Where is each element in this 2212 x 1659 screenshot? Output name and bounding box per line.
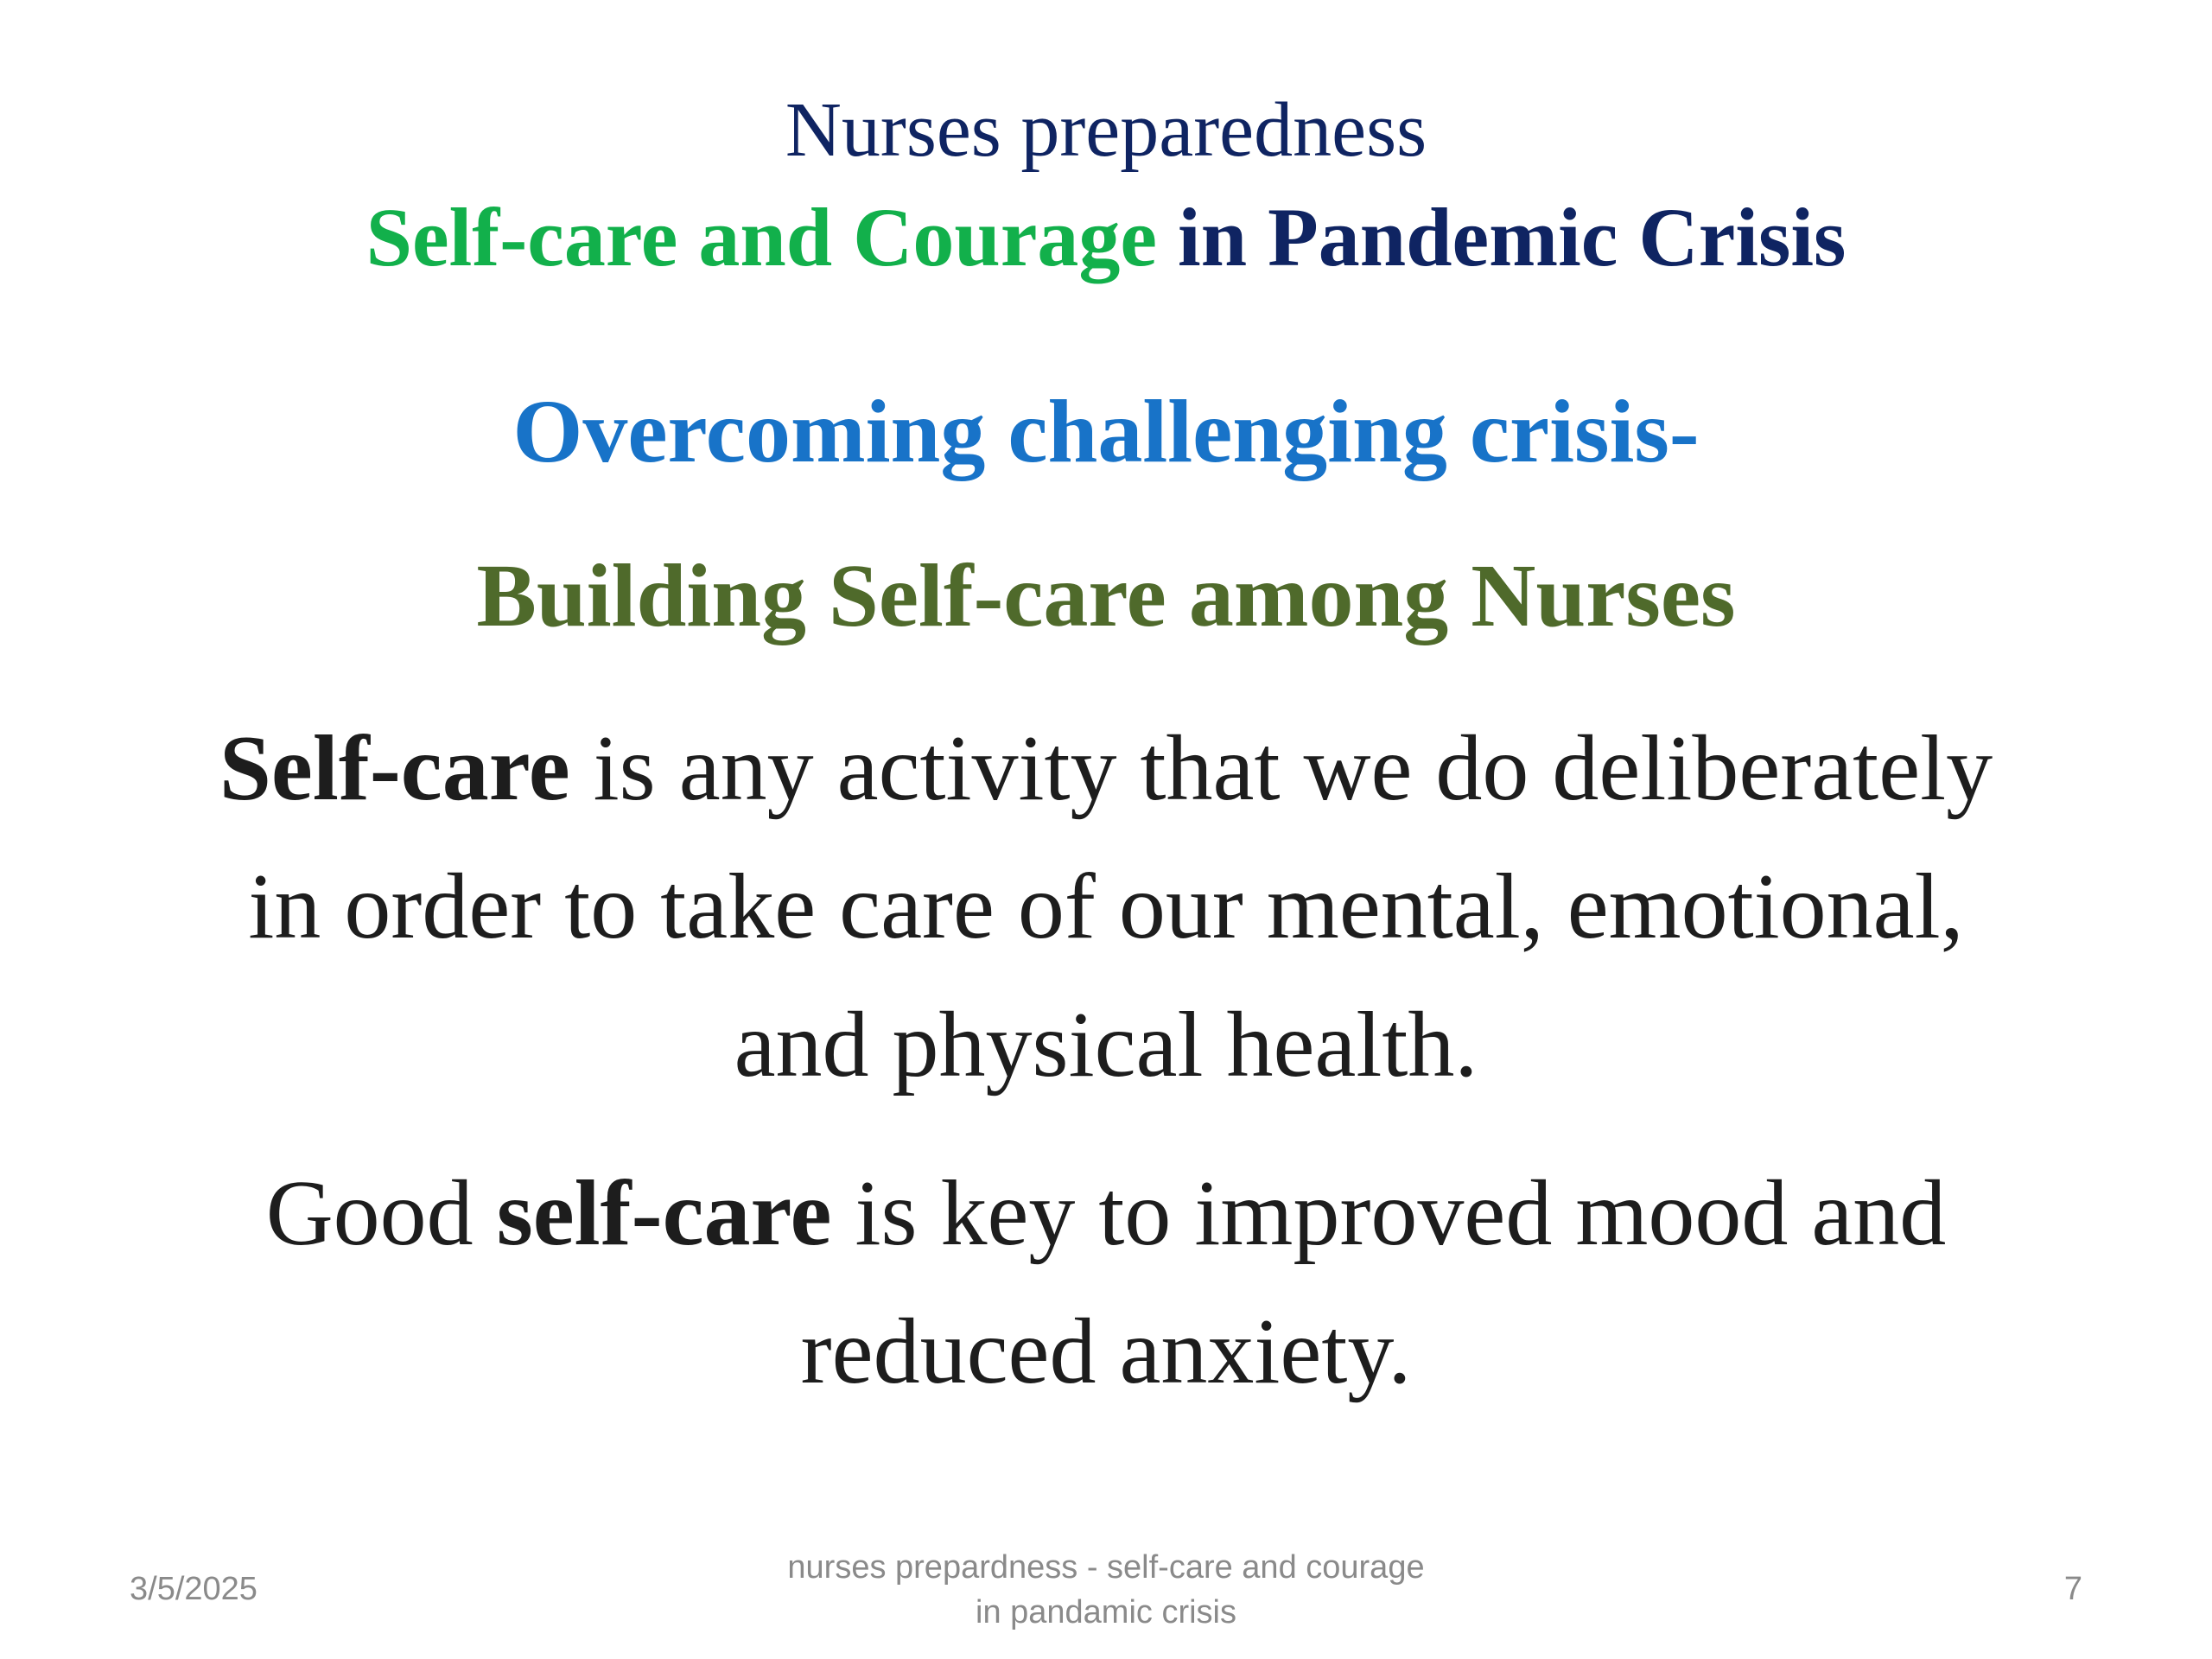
paragraph1-line2: in order to take care of our mental, emotional, (248, 855, 1964, 958)
paragraph2-line1 (0, 1145, 2212, 1283)
title-rest: in Pandemic Crisis (1157, 191, 1847, 283)
footer-date: 3/5/2025 (130, 1571, 257, 1607)
paragraph1-line3: and physical health. (734, 994, 1478, 1096)
footer-title-line2: in pandamic crisis (976, 1594, 1236, 1630)
paragraph2-lead: Good (265, 1162, 497, 1265)
slide-title-line1: Nurses preparedness (785, 87, 1427, 173)
footer-title (674, 1545, 1538, 1635)
footer-title-line1: nurses prepardness - self-care and courage (787, 1549, 1425, 1586)
self-care-definition-paragraph (0, 700, 2212, 1115)
paragraph2-line2: reduced anxiety. (800, 1300, 1412, 1403)
subheading-building-self-care: Building Self-care among Nurses (476, 546, 1736, 645)
self-care-term-bold: self-care (496, 1162, 832, 1265)
paragraph1-line1 (0, 700, 2212, 838)
subheading-overcoming-crisis: Overcoming challenging crisis- (512, 382, 1700, 481)
self-care-term: Self-care (219, 717, 570, 820)
slide-number: 7 (2063, 1571, 2082, 1607)
paragraph1-line1-text: is any activity that we do deliberately (569, 717, 1993, 820)
paragraph2-line1-text: is key to improved mood and (831, 1162, 1947, 1265)
slide-title-line2 (0, 186, 2212, 289)
title-highlight: Self-care and Courage (365, 191, 1158, 283)
self-care-benefit-paragraph (0, 1145, 2212, 1421)
